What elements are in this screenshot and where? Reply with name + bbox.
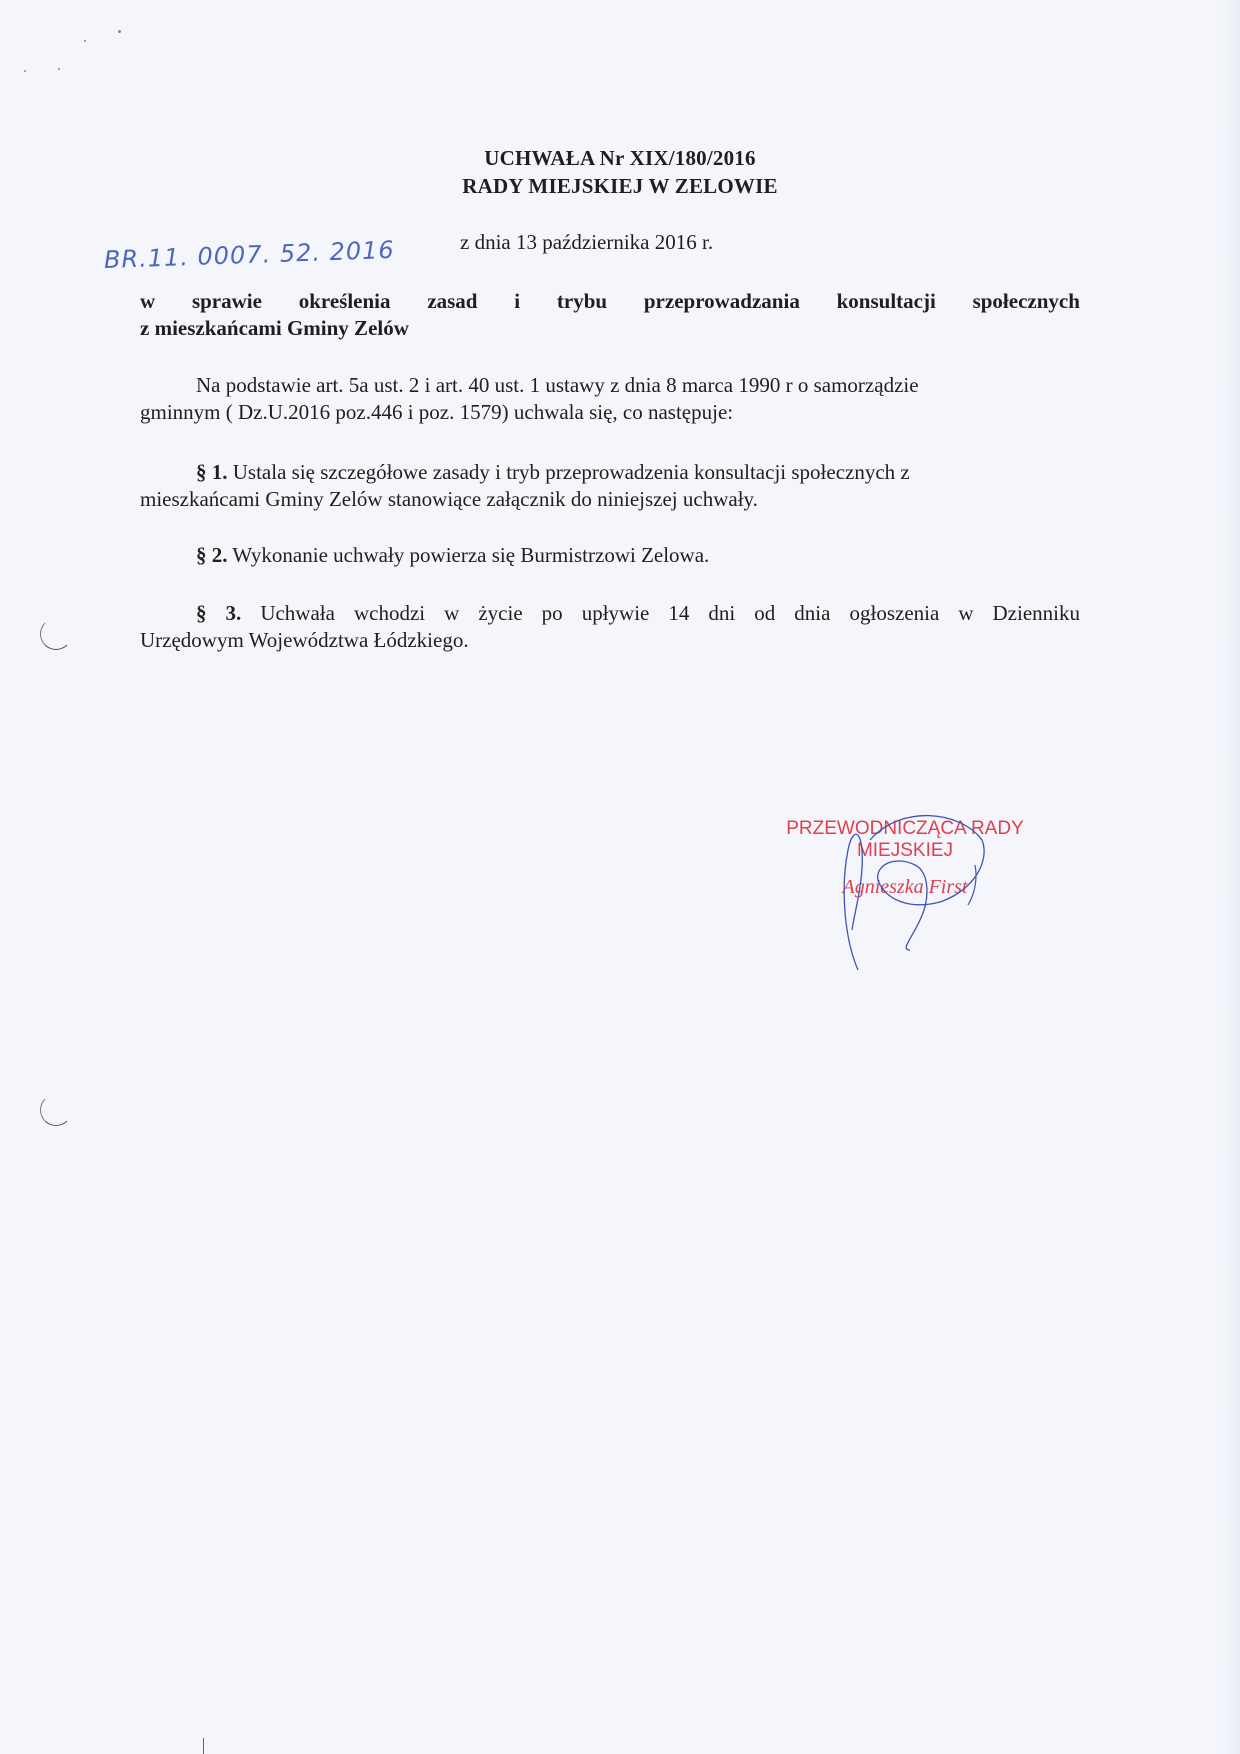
section-1-text-line-1: Ustala się szczegółowe zasady i tryb przeprowadzenia konsultacji społecznych z [232,460,910,484]
scan-mark [203,1738,204,1754]
section-3 [140,600,1080,654]
punch-hole [40,1094,72,1126]
section-1-text-line-2: mieszkańcami Gminy Zelów stanowiące załącznik do niniejszej uchwały. [140,487,758,511]
handwritten-signature [800,810,1000,980]
resolution-date: z dnia 13 października 2016 r. [460,230,714,254]
legal-basis-line-1: Na podstawie art. 5a ust. 2 i art. 40 ust. 1 ustawy z dnia 8 marca 1990 r o samorządzie [196,373,919,397]
punch-hole [40,618,72,650]
council-name: RADY MIEJSKIEJ W ZELOWIE [462,174,778,198]
subject-word: sprawie [191,289,262,313]
section-3-text-line-1: Uchwała wchodzi w życie po upływie 14 dni od dnia ogłoszenia w Dzienniku [260,601,1080,625]
subject-word: określenia [298,289,391,313]
stamp-title-line-1: PRZEWODNICZĄCA RADY [786,818,1024,839]
section-1 [140,459,1080,513]
scan-speck [58,68,60,70]
scan-edge [1220,0,1240,1754]
section-3-text-line-2: Urzędowym Województwa Łódzkiego. [140,628,469,652]
resolution-title: UCHWAŁA Nr XIX/180/2016 [484,146,756,170]
section-2-text: Wykonanie uchwały powierza się Burmistrzowi Zelowa. [232,543,710,567]
section-3-number: § 3. [196,601,242,625]
scan-speck [24,70,26,72]
stamp-name: Agnieszka First [842,876,968,898]
subject-line-2: z mieszkańcami Gminy Zelów [140,316,409,340]
scan-speck [84,40,86,42]
subject-word: społecznych [972,289,1080,313]
subject-word: trybu [556,289,608,313]
subject-line-1 [140,288,1080,315]
subject-word: w [140,289,156,313]
subject-word: konsultacji [836,289,936,313]
section-2-number: § 2. [196,543,228,567]
handwritten-reference-number: BR.11. 0007. 52. 2016 [103,235,396,274]
legal-basis-paragraph [140,372,1080,426]
section-2 [140,542,1080,569]
legal-basis-line-2: gminnym ( Dz.U.2016 poz.446 i poz. 1579) uchwala się, co następuje: [140,400,734,424]
scan-speck [118,30,121,33]
stamp-title-line-2: MIEJSKIEJ [856,840,954,861]
subject-word: i [514,289,521,313]
subject-word: zasad [427,289,478,313]
resolution-subject [140,288,1080,342]
subject-word: przeprowadzania [643,289,800,313]
section-1-number: § 1. [196,460,228,484]
